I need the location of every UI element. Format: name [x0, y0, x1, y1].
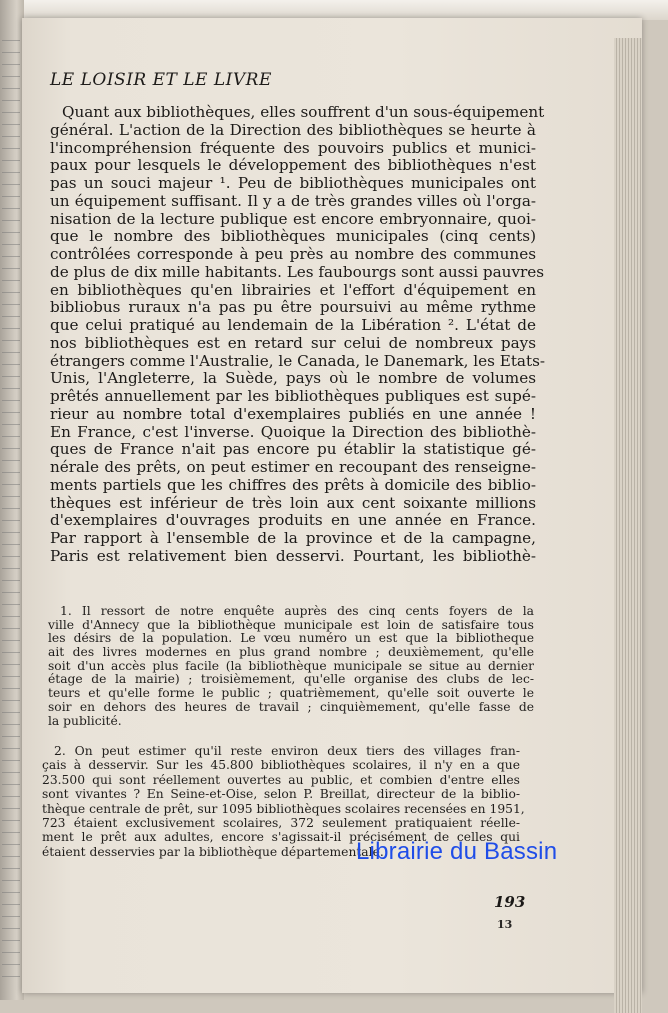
body-line: contrôlées corresponde à peu près au nombre des communes	[50, 245, 536, 263]
previous-page-text-mark	[2, 652, 20, 653]
previous-page-text-mark	[2, 328, 20, 329]
body-line: paux pour lesquels le développement des bibliothèques n'est	[50, 156, 536, 175]
previous-page-text-mark	[2, 340, 20, 341]
previous-page-text-mark	[2, 916, 20, 917]
previous-page-text-mark	[2, 796, 20, 797]
previous-page-text-mark	[2, 424, 20, 425]
previous-page-text-mark	[2, 352, 20, 353]
previous-page-text-mark	[2, 112, 20, 113]
footnote-line: soir en dehors des heures de travail ; cinquièmement, qu'elle fasse de	[48, 699, 534, 714]
previous-page-text-mark	[2, 556, 20, 557]
body-line: thèques est inférieur de très loin aux cent soixante millions	[50, 493, 536, 512]
previous-page-text-mark	[2, 904, 20, 905]
body-line: prêtés annuellement par les bibliothèques publiques est supé-	[50, 387, 536, 405]
previous-page-text-mark	[2, 88, 20, 89]
previous-page-text-mark	[2, 316, 20, 317]
previous-page-text-mark	[2, 136, 20, 137]
previous-page-text-mark	[2, 208, 20, 209]
body-text	[50, 103, 546, 566]
footnote-line: 23.500 qui sont réellement ouvertes au public, et combien d'entre elles	[42, 772, 520, 787]
previous-page-text-mark	[2, 100, 20, 101]
footnote-line: teurs et qu'elle forme le public ; quatrièmement, qu'elle soit ouverte le	[48, 686, 534, 701]
previous-page-text-mark	[2, 64, 20, 65]
body-line: nos bibliothèques est en retard sur celui de nombreux pays	[50, 333, 536, 352]
previous-page-text-mark	[2, 616, 20, 617]
previous-page-text-mark	[2, 976, 20, 977]
body-line: En France, c'est l'inverse. Quoique la Direction des bibliothè-	[50, 422, 536, 441]
previous-page-text-mark	[2, 412, 20, 413]
body-line: l'incompréhension fréquente des pouvoirs publics et munici-	[50, 138, 536, 157]
previous-page-text-mark	[2, 304, 20, 305]
previous-page-text-mark	[2, 544, 20, 545]
previous-page-text-mark	[2, 952, 20, 953]
previous-page-text-mark	[2, 736, 20, 737]
body-line: d'exemplaires d'ouvrages produits en une année en France.	[50, 511, 536, 530]
previous-page-text-mark	[2, 772, 20, 773]
footnote-line: sont vivantes ? En Seine-et-Oise, selon P. Breillat, directeur de la biblio-	[42, 787, 520, 802]
body-line: que celui pratiqué au lendemain de la Libération ². L'état de	[50, 316, 536, 334]
previous-page-text-mark	[2, 484, 20, 485]
footnote-line: ville d'Annecy que la bibliothèque municipale est loin de satisfaire tous	[48, 617, 534, 632]
running-head: LE LOISIR ET LE LIVRE	[50, 70, 272, 90]
previous-page-text-mark	[2, 388, 20, 389]
previous-page-text-mark	[2, 892, 20, 893]
previous-page-text-mark	[2, 220, 20, 221]
previous-page-text-mark	[2, 964, 20, 965]
previous-page-text-mark	[2, 436, 20, 437]
footnote-line: çais à desservir. Sur les 45.800 bibliothèques scolaires, il n'y en a que	[42, 758, 520, 773]
previous-page-text-mark	[2, 592, 20, 593]
body-line: nisation de la lecture publique est encore embryonnaire, quoi-	[50, 209, 536, 228]
previous-page-text-mark	[2, 148, 20, 149]
previous-page-text-mark	[2, 532, 20, 533]
page-stack-edges	[614, 38, 642, 1013]
previous-page-text-mark	[2, 580, 20, 581]
previous-page-text-mark	[2, 520, 20, 521]
signature-mark: 13	[497, 918, 513, 931]
previous-page-text-mark	[2, 268, 20, 269]
body-line: Unis, l'Angleterre, la Suède, pays où le nombre de volumes	[50, 369, 536, 388]
previous-page-text-mark	[2, 280, 20, 281]
previous-page-text-mark	[2, 184, 20, 185]
body-line: en bibliothèques qu'en librairies et l'effort d'équipement en	[50, 280, 536, 299]
previous-page-text-mark	[2, 376, 20, 377]
body-line: un équipement suffisant. Il y a de très grandes villes où l'orga-	[50, 191, 536, 210]
footnote-line: ait des livres modernes en plus grand nombre ; deuxièmement, qu'elle	[48, 645, 534, 660]
footnote-line: thèque centrale de prêt, sur 1095 bibliothèques scolaires recensées en 1951,	[42, 801, 525, 816]
previous-page-text-mark	[2, 688, 20, 689]
previous-page-text-mark	[2, 604, 20, 605]
watermark: Librairie du Bassin	[356, 838, 558, 865]
footnote-line: étaient desservies par la bibliothèque départementale.	[42, 844, 384, 859]
footnote-line: 2. On peut estimer qu'il reste environ deux tiers des villages fran-	[54, 744, 520, 758]
previous-page-text-mark	[2, 400, 20, 401]
previous-page-text-mark	[2, 676, 20, 677]
previous-page-text-mark	[2, 232, 20, 233]
footnote-line: étage de la mairie) ; troisièmement, qu'elle organise des clubs de lec-	[48, 672, 534, 687]
previous-page-text-mark	[2, 832, 20, 833]
previous-page-text-mark	[2, 460, 20, 461]
previous-page-text-mark	[2, 844, 20, 845]
previous-page-text-mark	[2, 940, 20, 941]
body-line: Paris est relativement bien desservi. Pourtant, les bibliothè-	[50, 546, 536, 565]
footnote-line: ment le prêt aux adultes, encore s'agissait-il précisément de celles qui	[42, 830, 520, 845]
previous-page-text-mark	[2, 868, 20, 869]
previous-page-text-mark	[2, 40, 20, 41]
body-line: nérale des prêts, on peut estimer en recoupant des renseigne-	[50, 458, 536, 476]
previous-page-text-mark	[2, 712, 20, 713]
previous-page-text-mark	[2, 196, 20, 197]
previous-page-text-mark	[2, 76, 20, 77]
previous-page-text-mark	[2, 292, 20, 293]
previous-page-text-mark	[2, 784, 20, 785]
previous-page-text-mark	[2, 820, 20, 821]
body-line: bibliobus ruraux n'a pas pu être poursuivi au même rythme	[50, 298, 536, 317]
body-line: que le nombre des bibliothèques municipales (cinq cents)	[50, 227, 536, 246]
body-line: Par rapport à l'ensemble de la province et de la campagne,	[50, 529, 536, 547]
previous-page-text-mark	[2, 724, 20, 725]
previous-page-text-mark	[2, 172, 20, 173]
footnote-line: la publicité.	[48, 713, 122, 728]
previous-page-text-mark	[2, 664, 20, 665]
previous-page-text-mark	[2, 244, 20, 245]
footnote-line: les désirs de la population. Le vœu numéro un est que la bibliotheque	[48, 631, 534, 646]
body-line: de plus de dix mille habitants. Les faubourgs sont aussi pauvres	[50, 262, 545, 281]
previous-page-text-mark	[2, 856, 20, 857]
previous-page-text-mark	[2, 748, 20, 749]
page-number: 193	[494, 893, 526, 911]
previous-page-text-mark	[2, 52, 20, 53]
previous-page-text-mark	[2, 700, 20, 701]
previous-page-text-mark	[2, 256, 20, 257]
previous-page-text-mark	[2, 124, 20, 125]
previous-page-text-mark	[2, 160, 20, 161]
previous-page-text-mark	[2, 364, 20, 365]
previous-page-text-mark	[2, 808, 20, 809]
previous-page-text-mark	[2, 448, 20, 449]
previous-page-text-mark	[2, 472, 20, 473]
previous-page-text-mark	[2, 928, 20, 929]
previous-page-text-mark	[2, 640, 20, 641]
previous-page-edge	[0, 0, 24, 1000]
previous-page-text-mark	[2, 508, 20, 509]
body-line: pas un souci majeur ¹. Peu de bibliothèques municipales ont	[50, 174, 536, 192]
footnote-line: 1. Il ressort de notre enquête auprès des cinq cents foyers de la	[60, 604, 534, 618]
footnote-line: soit d'un accès plus facile (la bibliothèque municipale se situe au dernier	[48, 658, 534, 673]
body-line: rieur au nombre total d'exemplaires publiés en une année !	[50, 404, 536, 423]
body-line: ments partiels que les chiffres des prêts à domicile des biblio-	[50, 475, 536, 494]
body-line: Quant aux bibliothèques, elles souffrent d'un sous-équipement	[62, 103, 545, 121]
previous-page-text-mark	[2, 760, 20, 761]
previous-page-text-mark	[2, 880, 20, 881]
background-top	[0, 0, 668, 20]
previous-page-text-mark	[2, 628, 20, 629]
body-line: général. L'action de la Direction des bibliothèques se heurte à	[50, 120, 536, 139]
body-line: étrangers comme l'Australie, le Canada, le Danemark, les Etats-	[50, 351, 546, 370]
footnote-1	[48, 605, 534, 728]
previous-page-text-mark	[2, 496, 20, 497]
body-line: ques de France n'ait pas encore pu établir la statistique gé-	[50, 440, 536, 459]
footnote-line: 723 étaient exclusivement scolaires, 372 seulement pratiquaient réelle-	[42, 815, 520, 830]
previous-page-text-mark	[2, 568, 20, 569]
